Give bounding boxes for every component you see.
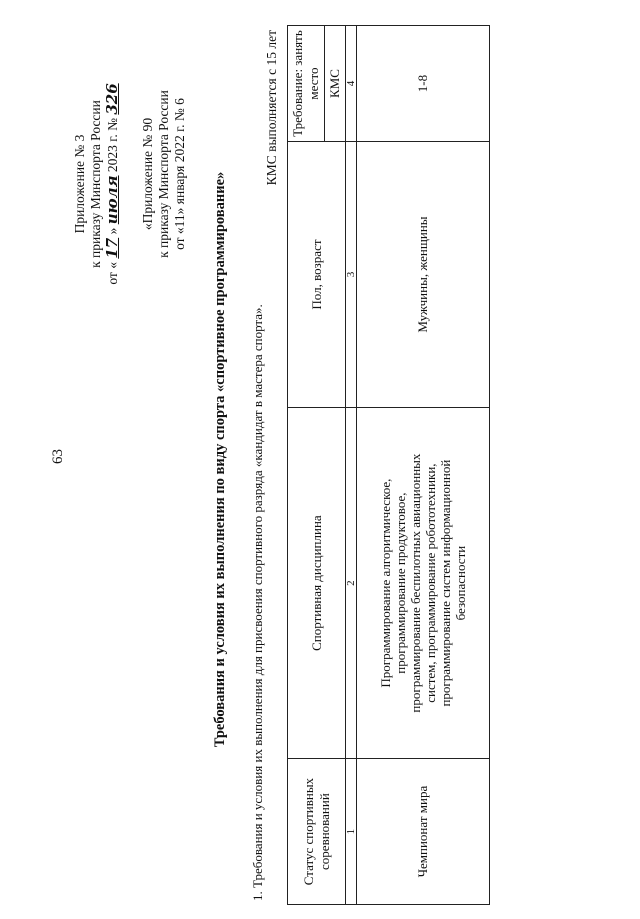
header-discipline: Спортивная дисциплина — [288, 408, 346, 759]
day-suffix: » — [105, 227, 120, 235]
cell-sex-age: Мужчины, женщины — [357, 142, 490, 408]
appendix-number: Приложение № 3 — [72, 134, 87, 234]
previous-order-date: от «11» января 2022 г. № 6 — [172, 98, 187, 250]
handwritten-order-number: 326 — [103, 83, 121, 115]
handwritten-day: 17 — [103, 237, 121, 259]
column-number: 1 — [346, 759, 357, 905]
section-heading: 1. Требования и условия их выполнения для присвоения спортивного разряда «кандидат в мастера спорта». — [250, 304, 265, 901]
discipline-line: программирование беспилотных авиационных — [408, 453, 423, 713]
previous-order-ref: к приказу Минспорта России — [156, 90, 171, 258]
handwritten-month: июля — [103, 175, 121, 225]
requirements-table — [287, 25, 490, 905]
column-number: 2 — [346, 408, 357, 759]
discipline-line: систем, программирование робототехники, — [423, 463, 438, 703]
discipline-line: Программирование алгоритмическое, — [378, 478, 393, 688]
discipline-line: программирование систем информационной — [438, 459, 453, 707]
document-title: Требования и условия их выполнения по виду спорта «спортивное программирование» — [212, 171, 228, 748]
section-note: КМС выполняется с 15 лет — [264, 30, 279, 186]
header-requirement-kms: КМС — [325, 26, 346, 142]
appendix-date-line — [104, 49, 121, 319]
cell-place: 1-8 — [357, 26, 490, 142]
page-number: 63 — [50, 449, 66, 464]
discipline-line: программирование продуктовое, — [393, 492, 408, 674]
cell-status: Чемпионат мира — [357, 759, 490, 905]
header-requirement: Требование: занять место — [288, 26, 325, 142]
year-text: 2023 г. № — [105, 118, 120, 173]
appendix-order-ref: к приказу Минспорта России — [88, 100, 103, 268]
date-prefix: от « — [105, 262, 120, 285]
column-number: 4 — [346, 26, 357, 142]
header-status: Статус спортивных соревнований — [288, 759, 346, 905]
cell-discipline — [357, 408, 490, 759]
column-number: 3 — [346, 142, 357, 408]
table-header-row — [288, 26, 325, 905]
header-sex-age: Пол, возраст — [288, 142, 346, 408]
appendix-previous-block — [140, 49, 188, 299]
discipline-line: безопасности — [453, 545, 468, 621]
appendix-current-block — [72, 49, 121, 319]
table-column-number-row — [346, 26, 357, 905]
previous-appendix-number: «Приложение № 90 — [140, 117, 155, 231]
table-row — [357, 26, 490, 905]
